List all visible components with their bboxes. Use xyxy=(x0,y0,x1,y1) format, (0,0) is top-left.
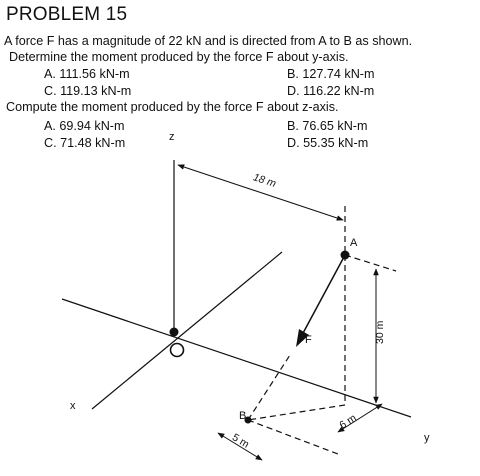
q2-option-d: D. 55.35 kN-m xyxy=(287,136,369,150)
q1-option-c: C. 119.13 kN-m xyxy=(44,84,132,98)
point-b-label: B xyxy=(239,410,247,422)
question-1-prompt: Determine the moment produced by the force F about y-axis. xyxy=(9,50,349,64)
question-2-prompt: Compute the moment produced by the force F about z-axis. xyxy=(6,100,339,114)
dimension-5m-label: 5 m xyxy=(229,431,252,451)
q1-option-b: B. 127.74 kN-m xyxy=(287,67,375,81)
origin-point xyxy=(170,328,179,337)
force-label: F xyxy=(305,334,312,346)
z-axis-label: z xyxy=(169,131,175,143)
q2-option-b: B. 76.65 kN-m xyxy=(287,119,368,133)
problem-statement: A force F has a magnitude of 22 kN and is directed from A to B as shown. xyxy=(4,34,413,48)
dimension-30m-label: 30 m xyxy=(374,320,386,344)
point-a-label: A xyxy=(350,237,358,249)
ab-dashed-line xyxy=(248,355,290,420)
q2-option-c: C. 71.48 kN-m xyxy=(44,136,126,150)
dimension-6m-label: 6 m xyxy=(337,411,359,432)
origin-marker-circle xyxy=(171,344,184,357)
point-a xyxy=(341,251,350,260)
force-arrow xyxy=(302,255,345,335)
x-axis-label: x xyxy=(70,400,76,412)
b-projection-dashed-line xyxy=(248,420,338,454)
y-axis-label: y xyxy=(424,432,430,444)
q1-option-a: A. 111.56 kN-m xyxy=(44,67,130,81)
q2-option-a: A. 69.94 kN-m xyxy=(44,119,125,133)
q1-option-d: D. 116.22 kN-m xyxy=(287,84,375,98)
dimension-18m-label: 18 m xyxy=(251,171,278,190)
y-axis xyxy=(62,299,411,417)
problem-title: PROBLEM 15 xyxy=(6,4,128,25)
x-axis xyxy=(92,252,282,409)
top-dashed-line xyxy=(345,255,396,271)
base-dashed-line xyxy=(248,405,345,420)
